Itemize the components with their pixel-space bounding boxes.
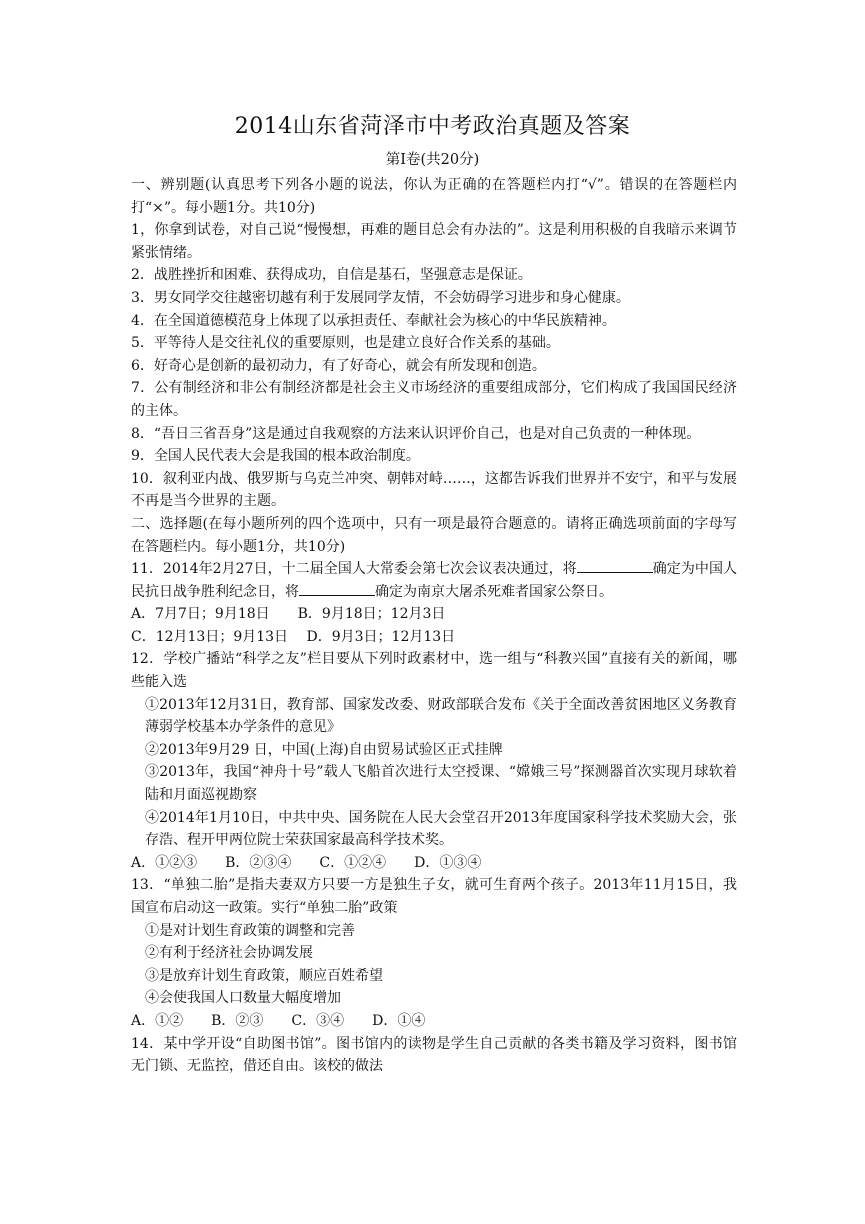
q11-blank-1 [577, 558, 653, 573]
q13-item-1: ①是对计划生育政策的调整和完善 [145, 922, 355, 939]
q13-item-2: ②有利于经济社会协调发展 [145, 945, 313, 962]
q11-blank-2 [299, 581, 375, 596]
judgment-9: 9．全国人民代表大会是我国的根本政治制度。 [131, 448, 420, 465]
question-11 [131, 558, 737, 603]
judgment-8: 8．“吾日三省吾身”这是通过自我观察的方法来认识评价自己，也是对自己负责的一种体现。 [131, 425, 701, 442]
section1-heading: 一、辨别题(认真思考下列各小题的说法，你认为正确的在答题栏内打“√”。错误的在答题栏内打“×”。每小题1分。共10分) [131, 177, 737, 216]
question-14-stem: 14．某中学开设“自助图书馆”。图书馆内的读物是学生自己贡献的各类书籍及学习资料，图书馆无门锁、无监控，借还自由。该校的做法 [131, 1035, 737, 1075]
q11-text-part2: 确定为中国人民抗日战争胜利纪念日，将 [131, 561, 737, 600]
exam-body [131, 174, 737, 1078]
q12-item-4: ④2014年1月10日，中共中央、国务院在人民大会堂召开2013年度国家科学技术奖励大会，张存浩、程开甲两位院士荣获国家最高科学技术奖。 [145, 809, 737, 849]
question-12-stem: 12．学校广播站“科学之友”栏目要从下列时政素材中，选一组与“科教兴国”直接有关的新闻，哪些能入选 [131, 651, 737, 691]
page-title: 2014山东省菏泽市中考政治真题及答案 [234, 114, 631, 139]
judgment-3: 3．男女同学交往越密切越有利于发展同学友情，不会妨碍学习进步和身心健康。 [131, 289, 630, 306]
q13-item-3: ③是放弃计划生育政策，顺应百姓希望 [145, 967, 383, 984]
judgment-10: 10．叙利亚内战、俄罗斯与乌克兰冲突、朝韩对峙……，这都告诉我们世界并不安宁，和平与发展不再是当今世界的主题。 [131, 470, 737, 510]
judgment-1: 1，你拿到试卷，对自己说“慢慢想，再难的题目总会有办法的”。这是利用积极的自我暗示来调节紧张情绪。 [131, 222, 737, 261]
judgment-4: 4．在全国道德模范身上体现了以承担责任、奉献社会为核心的中华民族精神。 [131, 312, 616, 329]
question-13-stem: 13．“单独二胎”是指夫妻双方只要一方是独生子女，就可生育两个孩子。2013年11月15日，我国宣布启动这一政策。实行“单独二胎”政策 [131, 877, 737, 916]
q11-options-line2: C．12月13日；9月13日 D．9月3日；12月13日 [131, 628, 456, 645]
page-subtitle: 第Ⅰ卷(共20分) [385, 152, 480, 168]
judgment-5: 5．平等待人是交往礼仪的重要原则，也是建立良好合作关系的基础。 [131, 335, 560, 352]
q11-text-part1: 11．2014年2月27日，十二届全国人大常委会第七次会议表决通过，将 [131, 561, 577, 578]
q11-text-part3: 确定为南京大屠杀死难者国家公祭日。 [375, 583, 613, 600]
judgment-2: 2．战胜挫折和困难、获得成功，自信是基石，坚强意志是保证。 [131, 267, 532, 284]
q12-item-1: ①2013年12月31日，教育部、国家发改委、财政部联合发布《关于全面改善贫困地区义务教育薄弱学校基本办学条件的意见》 [145, 696, 737, 736]
q12-item-3: ③2013年，我国“神舟十号”载人飞船首次进行太空授课、“嫦娥三号”探测器首次实现月球软着陆和月面巡视勘察 [145, 764, 737, 804]
q12-item-2: ②2013年9月29 日，中国(上海)自由贸易试验区正式挂牌 [145, 741, 503, 758]
q11-options-line1: A．7月7日；9月18日 B．9月18日；12月3日 [131, 606, 446, 623]
section2-heading: 二、选择题(在每小题所列的四个选项中，只有一项是最符合题意的。请将正确选项前面的字母写在答题栏内。每小题1分，共10分) [131, 515, 737, 555]
q13-options: A．①② B．②③ C．③④ D．①④ [131, 1012, 426, 1029]
q12-options: A．①②③ B．②③④ C．①②④ D．①③④ [131, 854, 482, 871]
judgment-6: 6．好奇心是创新的最初动力，有了好奇心，就会有所发现和创造。 [131, 357, 546, 374]
q13-item-4: ④会使我国人口数量大幅度增加 [145, 990, 341, 1007]
judgment-7: 7．公有制经济和非公有制经济都是社会主义市场经济的重要组成部分，它们构成了我国国民经济的主体。 [131, 380, 737, 419]
